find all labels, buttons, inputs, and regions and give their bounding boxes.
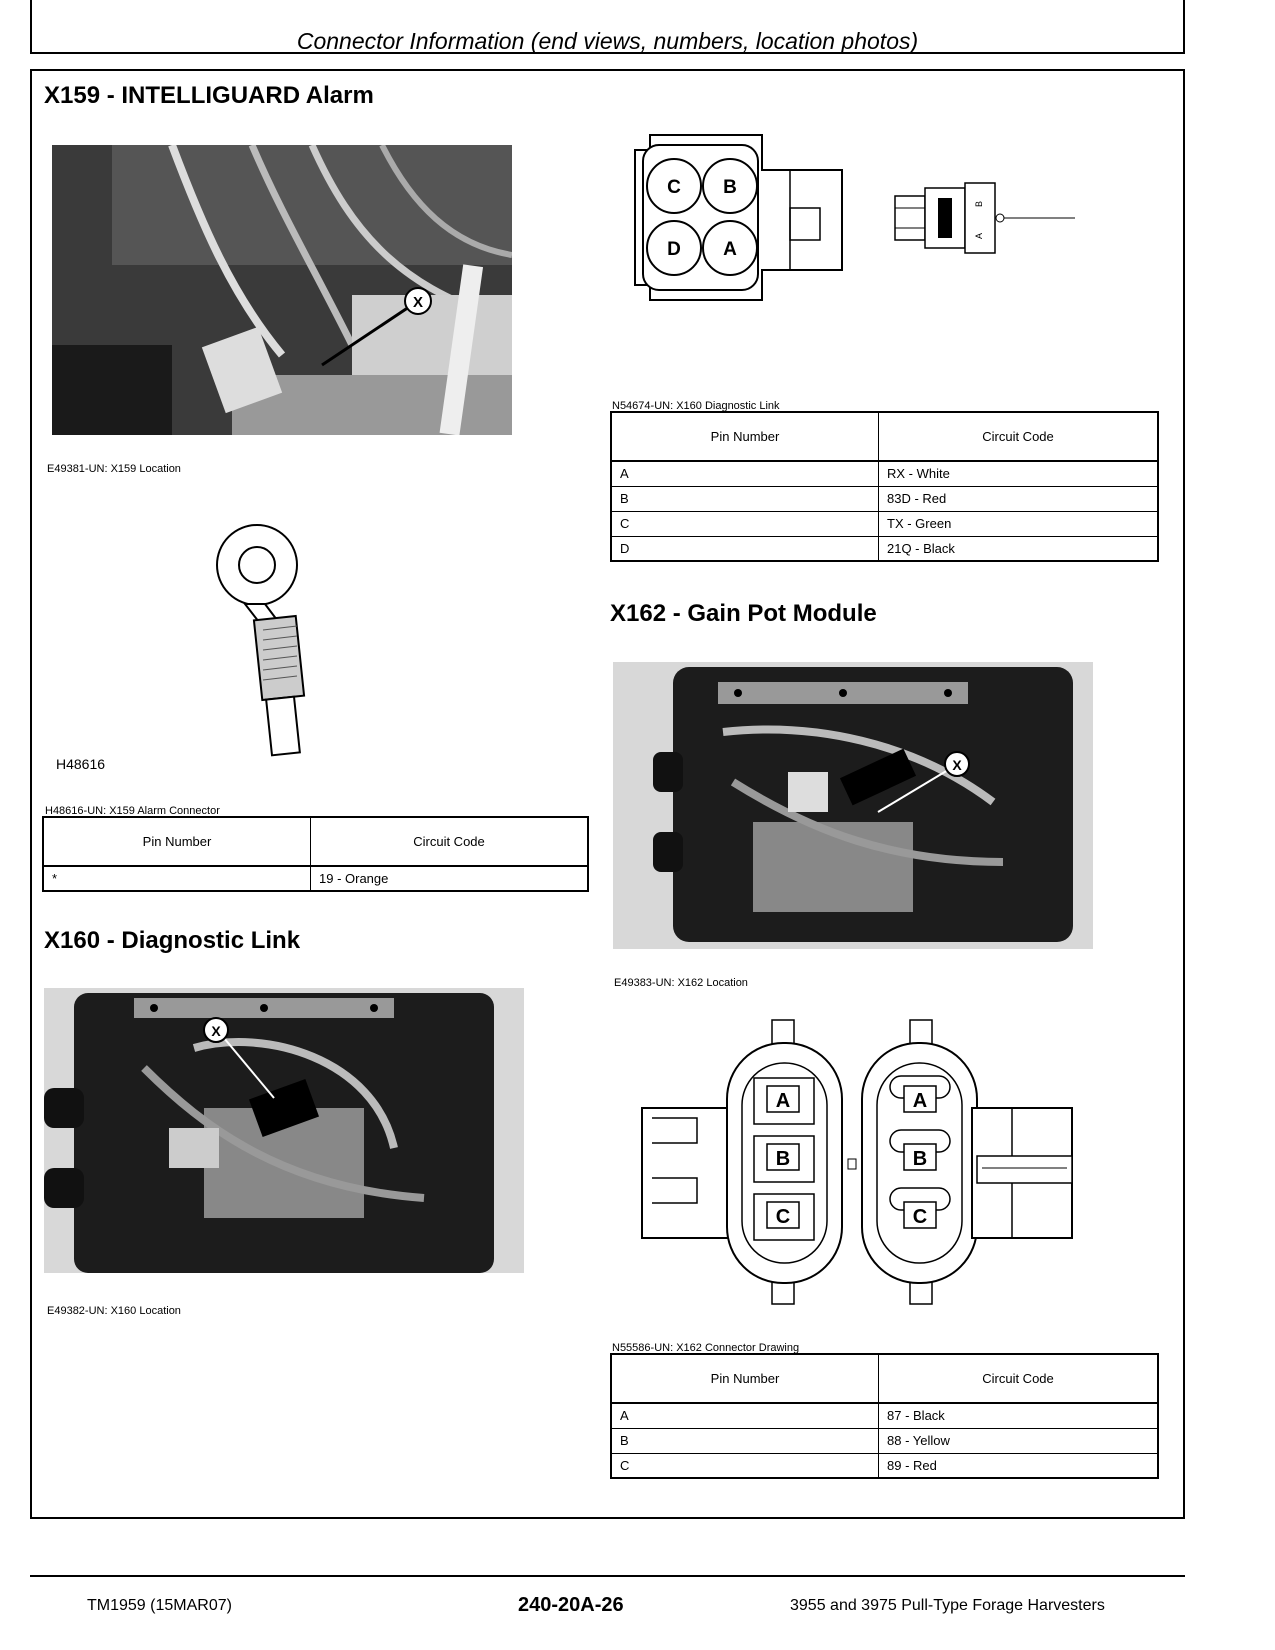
x160-circuit-cell: RX - White (879, 461, 1159, 486)
x159-pin-table (42, 816, 589, 892)
x160-pin-cell: B (611, 486, 879, 511)
table-row (43, 866, 588, 891)
footer-rule (30, 1575, 1185, 1577)
x162-location-photo (613, 662, 1093, 949)
page-header-title: Connector Information (end views, numbers, location photos) (296, 28, 919, 54)
x160-pin-cell: D (611, 536, 879, 561)
table-row (611, 511, 1158, 536)
x160-photo-caption: E49382-UN: X160 Location (47, 1305, 181, 1317)
x162-pin-cell: A (611, 1403, 879, 1428)
footer-product-name: 3955 and 3975 Pull-Type Forage Harvesters (790, 1597, 1105, 1614)
x162-left-pin-label: C (775, 1206, 791, 1228)
x162-pin-cell: B (611, 1428, 879, 1453)
footer-manual-id: TM1959 (15MAR07) (87, 1597, 232, 1614)
x162-pin-table (610, 1353, 1159, 1479)
x162-circuit-header: Circuit Code (879, 1354, 1159, 1403)
x162-right-pin-label: C (912, 1206, 928, 1228)
x162-pin-cell: C (611, 1453, 879, 1478)
x160-circuit-cell: 21Q - Black (879, 536, 1159, 561)
table-row (611, 1453, 1158, 1478)
x159-circuit-cell: 19 - Orange (311, 866, 589, 891)
x160-side-pin-label: A (974, 232, 984, 240)
x159-drawing-caption: H48616-UN: X159 Alarm Connector (45, 805, 220, 817)
x162-drawing-caption: N55586-UN: X162 Connector Drawing (612, 1342, 800, 1354)
footer-page-number: 240-20A-26 (518, 1594, 624, 1616)
x160-pin-label: B (723, 177, 737, 198)
x160-circuit-cell: 83D - Red (879, 486, 1159, 511)
table-row (611, 1428, 1158, 1453)
x162-left-pin-label: A (775, 1090, 791, 1112)
x159-title: X159 - INTELLIGUARD Alarm (44, 82, 374, 109)
x162-photo-callout: X (952, 757, 962, 773)
x162-circuit-cell: 88 - Yellow (879, 1428, 1159, 1453)
x159-pin-cell: * (43, 866, 311, 891)
x162-right-pin-label: A (912, 1090, 928, 1112)
x160-pin-table (610, 411, 1159, 562)
x159-ring-terminal-drawing (215, 520, 325, 760)
x160-pin-header: Pin Number (611, 412, 879, 461)
x160-circuit-cell: TX - Green (879, 511, 1159, 536)
x162-photo-caption: E49383-UN: X162 Location (614, 977, 748, 989)
x162-title: X162 - Gain Pot Module (610, 600, 877, 627)
x162-pin-header: Pin Number (611, 1354, 879, 1403)
x160-side-pin-label: B (974, 200, 984, 208)
x159-pin-header: Pin Number (43, 817, 311, 866)
table-row (611, 1403, 1158, 1428)
x159-photo-callout: X (412, 294, 424, 311)
x159-location-photo (52, 145, 512, 435)
x162-left-pin-label: B (775, 1148, 791, 1170)
x160-pin-cell: A (611, 461, 879, 486)
x160-connector-end-view (630, 130, 850, 305)
x160-circuit-header: Circuit Code (879, 412, 1159, 461)
x162-circuit-cell: 89 - Red (879, 1453, 1159, 1478)
x160-pin-label: D (667, 239, 681, 260)
x162-connector-drawing (622, 1018, 1092, 1308)
x160-pin-label: A (723, 239, 737, 260)
x159-photo-caption: E49381-UN: X159 Location (47, 463, 181, 475)
x159-drawing-label: H48616 (56, 756, 106, 772)
x160-pin-cell: C (611, 511, 879, 536)
table-row (611, 536, 1158, 561)
table-row (611, 486, 1158, 511)
x160-connector-side-view (890, 178, 1080, 258)
x160-drawing-caption: N54674-UN: X160 Diagnostic Link (612, 400, 780, 412)
table-row (611, 461, 1158, 486)
x162-circuit-cell: 87 - Black (879, 1403, 1159, 1428)
x160-location-photo (44, 988, 524, 1273)
x159-circuit-header: Circuit Code (311, 817, 589, 866)
x160-photo-callout: X (211, 1023, 221, 1039)
x160-title: X160 - Diagnostic Link (44, 927, 301, 954)
x160-pin-label: C (667, 177, 681, 198)
x162-right-pin-label: B (912, 1148, 928, 1170)
